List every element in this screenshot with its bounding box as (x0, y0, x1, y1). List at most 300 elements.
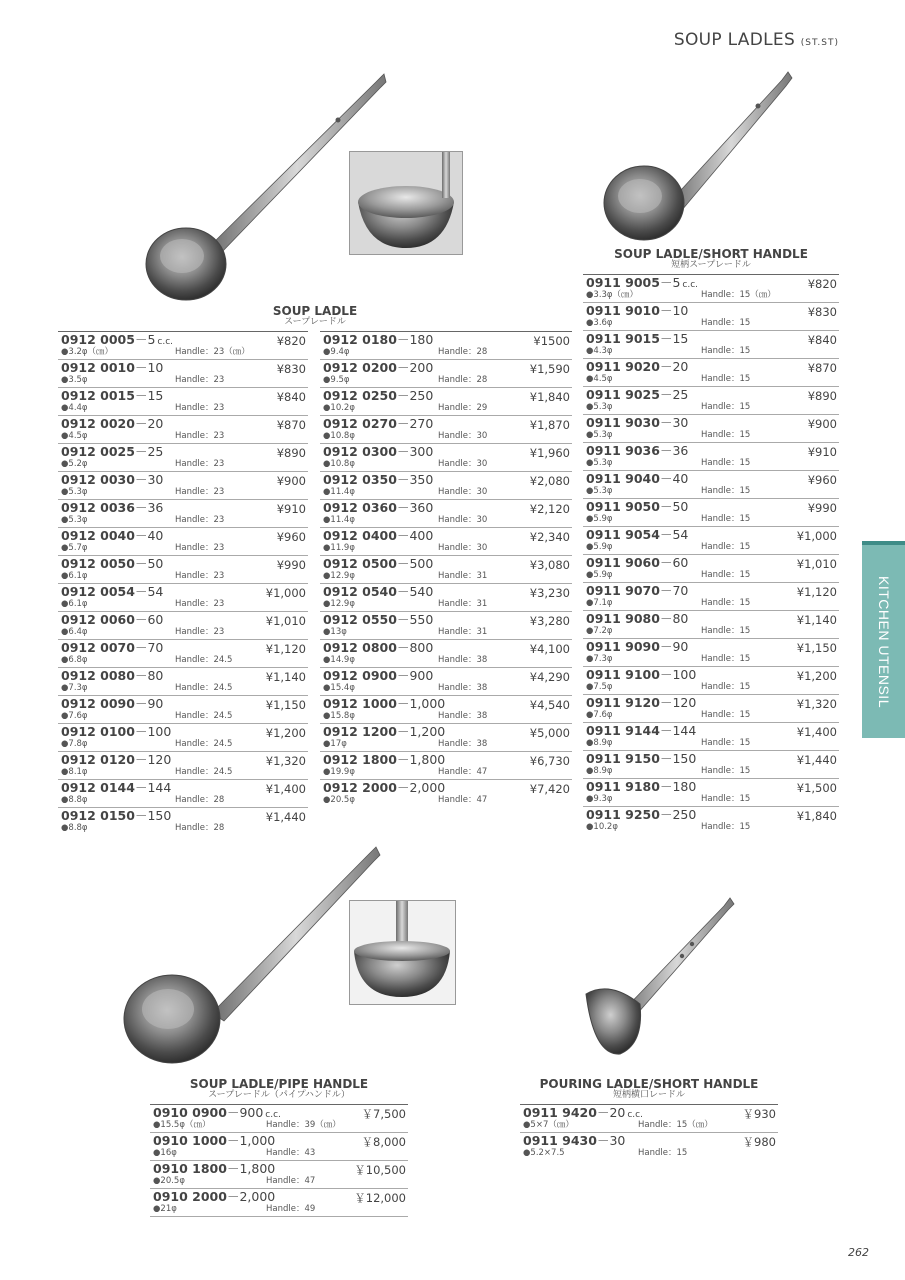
product-code (586, 360, 688, 374)
product-number: 0911 9430 (523, 1133, 597, 1148)
capacity: －120 (134, 752, 172, 767)
product-code (586, 472, 688, 486)
product-code (323, 417, 433, 431)
product-row (320, 556, 572, 584)
capacity: －1,800 (396, 752, 446, 767)
product-code (153, 1162, 275, 1176)
product-row (583, 583, 839, 611)
diameter: ●7.3φ (61, 683, 88, 693)
handle-length: Handle：15 (701, 514, 751, 524)
product-code (323, 669, 433, 683)
handle-length: Handle：31 (438, 599, 488, 609)
price: ¥840 (807, 333, 837, 347)
product-code (61, 557, 163, 571)
handle-length: Handle：30 (438, 431, 488, 441)
product-row (320, 500, 572, 528)
price: ¥1,400 (265, 782, 306, 796)
price: ¥7,420 (529, 782, 570, 796)
product-row (58, 388, 308, 416)
product-number: 0911 9060 (586, 555, 660, 570)
diameter: ●8.9φ (586, 738, 613, 748)
capacity: －10 (134, 360, 164, 375)
diameter: ●5.2×7.5 (523, 1148, 565, 1158)
handle-length: Handle：39（㎝） (266, 1120, 341, 1130)
product-code (323, 781, 445, 795)
diameter: ●10.8φ (323, 431, 355, 441)
capacity: －36 (134, 500, 164, 515)
diameter: ●8.8φ (61, 823, 88, 833)
product-row (58, 444, 308, 472)
product-row (58, 360, 308, 388)
page-title-text: SOUP LADLES (673, 30, 796, 50)
product-row (320, 388, 572, 416)
handle-length: Handle：38 (438, 739, 488, 749)
product-row (320, 696, 572, 724)
capacity: －1,200 (396, 724, 446, 739)
handle-length: Handle：28 (175, 795, 225, 805)
diameter: ●4.4φ (61, 403, 88, 413)
product-number: 0912 1800 (323, 752, 397, 767)
product-number: 0911 9144 (586, 723, 660, 738)
pouring-ladle-image (580, 894, 740, 1064)
price: ¥910 (807, 445, 837, 459)
diameter: ●4.5φ (61, 431, 88, 441)
handle-length: Handle：15（㎝） (701, 290, 776, 300)
capacity: －20 (596, 1105, 626, 1120)
capacity: －144 (134, 780, 172, 795)
pipe-handle-section-title (150, 1078, 408, 1100)
handle-length: Handle：15 (701, 570, 751, 580)
capacity: －550 (396, 612, 434, 627)
capacity: －70 (134, 640, 164, 655)
product-number: 0912 0250 (323, 388, 397, 403)
product-code (61, 697, 163, 711)
price: ¥1,000 (265, 586, 306, 600)
price: ￥12,000 (354, 1191, 406, 1205)
diameter: ●13φ (323, 627, 347, 637)
product-row (320, 752, 572, 780)
product-code (323, 361, 433, 375)
diameter: ●10.8φ (323, 459, 355, 469)
product-number: 0911 9090 (586, 639, 660, 654)
product-number: 0911 9015 (586, 331, 660, 346)
product-row (583, 275, 839, 303)
product-row (58, 640, 308, 668)
handle-length: Handle：24.5 (175, 683, 233, 693)
price: ¥830 (807, 305, 837, 319)
product-code (61, 753, 171, 767)
price: ¥3,080 (529, 558, 570, 572)
price: ¥1,400 (796, 725, 837, 739)
product-number: 0912 0500 (323, 556, 397, 571)
product-row (583, 611, 839, 639)
product-number: 0912 2000 (323, 780, 397, 795)
product-number: 0912 0054 (61, 584, 135, 599)
handle-length: Handle：15 (701, 318, 751, 328)
product-code (323, 725, 445, 739)
price: ¥1,150 (265, 698, 306, 712)
handle-length: Handle：15 (701, 346, 751, 356)
product-row (583, 639, 839, 667)
kitchen-utensil-tab-label: KITCHEN UTENSIL (875, 575, 892, 708)
product-number: 0912 0150 (61, 808, 135, 823)
handle-length: Handle：15（㎝） (638, 1120, 713, 1130)
price: ¥1,140 (796, 613, 837, 627)
section-title-jp: スープレードル (284, 317, 346, 327)
soup-ladle-section-title (230, 305, 400, 327)
handle-length: Handle：31 (438, 571, 488, 581)
product-code (153, 1190, 275, 1204)
product-code (586, 640, 688, 654)
capacity: －70 (659, 583, 689, 598)
handle-length: Handle：15 (701, 766, 751, 776)
handle-length: Handle：23 (175, 627, 225, 637)
handle-length: Handle：15 (701, 402, 751, 412)
diameter: ●5.3φ (586, 486, 613, 496)
product-row (520, 1105, 778, 1133)
capacity: －10 (659, 303, 689, 318)
product-number: 0912 0040 (61, 528, 135, 543)
product-number: 0912 0180 (323, 332, 397, 347)
product-number: 0912 1000 (323, 696, 397, 711)
pouring-table (520, 1104, 778, 1160)
diameter: ●19.9φ (323, 767, 355, 777)
diameter: ●9.5φ (323, 375, 350, 385)
product-number: 0911 9030 (586, 415, 660, 430)
price: ¥1,870 (529, 418, 570, 432)
price: ¥1,840 (796, 809, 837, 823)
price: ¥990 (807, 501, 837, 515)
diameter: ●5.3φ (586, 430, 613, 440)
capacity: －80 (134, 668, 164, 683)
product-number: 0912 0144 (61, 780, 135, 795)
price: ¥1,120 (796, 585, 837, 599)
soup-ladle-table-col1 (58, 331, 308, 835)
product-code (323, 473, 433, 487)
handle-length: Handle：38 (438, 655, 488, 665)
price: ¥1,500 (796, 781, 837, 795)
product-code (586, 584, 688, 598)
product-row (320, 332, 572, 360)
product-row (58, 556, 308, 584)
product-number: 0911 9250 (586, 807, 660, 822)
section-title-en: SOUP LADLE (272, 304, 358, 318)
product-number: 0912 0550 (323, 612, 397, 627)
product-row (58, 332, 308, 360)
product-row (58, 416, 308, 444)
product-code (586, 612, 688, 626)
product-row (58, 612, 308, 640)
diameter: ●12.9φ (323, 599, 355, 609)
product-code (523, 1134, 625, 1148)
product-code (61, 361, 163, 375)
diameter: ●6.4φ (61, 627, 88, 637)
diameter: ●9.4φ (323, 347, 350, 357)
product-code (586, 668, 696, 682)
diameter: ●7.6φ (586, 710, 613, 720)
pipe-handle-ladle-image (122, 843, 384, 1069)
price: ¥820 (807, 277, 837, 291)
capacity: －2,000 (226, 1189, 276, 1204)
product-code (61, 445, 163, 459)
product-number: 0911 9010 (586, 303, 660, 318)
price: ¥1,200 (265, 726, 306, 740)
product-number: 0911 9150 (586, 751, 660, 766)
capacity: －50 (659, 499, 689, 514)
product-number: 0911 9100 (586, 667, 660, 682)
price: ¥1,200 (796, 669, 837, 683)
capacity: －20 (659, 359, 689, 374)
capacity-unit: c.c. (682, 280, 699, 290)
price: ¥1,440 (265, 810, 306, 824)
price: ¥5,000 (529, 726, 570, 740)
product-row (583, 387, 839, 415)
price: ¥890 (276, 446, 306, 460)
kitchen-utensil-tab (862, 541, 905, 738)
product-code (61, 501, 163, 515)
capacity: －25 (134, 444, 164, 459)
price: ¥900 (276, 474, 306, 488)
diameter: ●7.8φ (61, 739, 88, 749)
product-code (323, 753, 445, 767)
section-title-jp: スープレードル（パイプハンドル） (208, 1090, 350, 1100)
diameter: ●10.2φ (586, 822, 618, 832)
diameter: ●5.3φ (586, 458, 613, 468)
product-code (61, 529, 163, 543)
diameter: ●11.9φ (323, 543, 355, 553)
diameter: ●7.2φ (586, 626, 613, 636)
capacity: －15 (659, 331, 689, 346)
price: ¥960 (807, 473, 837, 487)
handle-length: Handle：30 (438, 459, 488, 469)
capacity: －2,000 (396, 780, 446, 795)
capacity: －25 (659, 387, 689, 402)
price: ￥8,000 (361, 1135, 406, 1149)
handle-length: Handle：47 (266, 1176, 316, 1186)
product-code (61, 389, 163, 403)
product-row (320, 612, 572, 640)
product-number: 0911 9054 (586, 527, 660, 542)
price: ¥900 (807, 417, 837, 431)
capacity: －54 (134, 584, 164, 599)
product-number: 0912 0120 (61, 752, 135, 767)
price: ¥870 (276, 418, 306, 432)
product-number: 0912 1200 (323, 724, 397, 739)
product-number: 0911 9420 (523, 1105, 597, 1120)
diameter: ●20.5φ (153, 1176, 185, 1186)
capacity: －80 (659, 611, 689, 626)
diameter: ●15.8φ (323, 711, 355, 721)
product-code (586, 528, 688, 542)
product-code (586, 696, 696, 710)
handle-length: Handle：15 (701, 738, 751, 748)
handle-length: Handle：15 (638, 1148, 688, 1158)
handle-length: Handle：47 (438, 795, 488, 805)
product-row (583, 695, 839, 723)
product-row (58, 696, 308, 724)
short-handle-table (583, 274, 839, 834)
capacity: －150 (659, 751, 697, 766)
handle-length: Handle：23 (175, 459, 225, 469)
diameter: ●8.9φ (586, 766, 613, 776)
product-number: 0912 0300 (323, 444, 397, 459)
product-code (586, 724, 696, 738)
price: ¥3,280 (529, 614, 570, 628)
product-row (583, 443, 839, 471)
handle-length: Handle：28 (438, 347, 488, 357)
capacity-unit: c.c. (265, 1110, 281, 1120)
product-code (61, 417, 163, 431)
handle-length: Handle：15 (701, 794, 751, 804)
handle-length: Handle：24.5 (175, 711, 233, 721)
diameter: ●11.4φ (323, 515, 355, 525)
product-code (323, 333, 433, 347)
handle-length: Handle：30 (438, 543, 488, 553)
handle-length: Handle：24.5 (175, 739, 233, 749)
diameter: ●7.5φ (586, 682, 613, 692)
price: ¥1,840 (529, 390, 570, 404)
product-number: 0911 9036 (586, 443, 660, 458)
product-row (150, 1105, 408, 1133)
product-code (323, 641, 433, 655)
product-row (150, 1133, 408, 1161)
price: ￥7,500 (361, 1107, 406, 1121)
diameter: ●3.5φ (61, 375, 88, 385)
price: ￥10,500 (354, 1163, 406, 1177)
product-row (150, 1161, 408, 1189)
product-row (58, 808, 308, 835)
product-code (61, 669, 163, 683)
product-row (58, 528, 308, 556)
product-row (58, 724, 308, 752)
diameter: ●16φ (153, 1148, 177, 1158)
price: ￥930 (742, 1107, 776, 1121)
product-row (320, 724, 572, 752)
diameter: ●3.3φ（㎝） (586, 290, 639, 300)
handle-length: Handle：30 (438, 515, 488, 525)
price: ¥990 (276, 558, 306, 572)
product-number: 0912 0270 (323, 416, 397, 431)
capacity: －36 (659, 443, 689, 458)
product-row (58, 500, 308, 528)
capacity: －400 (396, 528, 434, 543)
handle-length: Handle：47 (438, 767, 488, 777)
capacity: －120 (659, 695, 697, 710)
price: ¥6,730 (529, 754, 570, 768)
capacity: －1,000 (226, 1133, 276, 1148)
handle-length: Handle：15 (701, 486, 751, 496)
page-title-subtitle: (ST.ST) (800, 38, 839, 48)
handle-length: Handle：38 (438, 683, 488, 693)
capacity: －200 (396, 360, 434, 375)
product-number: 0910 1000 (153, 1133, 227, 1148)
price: ¥1,320 (265, 754, 306, 768)
product-number: 0911 9180 (586, 779, 660, 794)
product-number: 0911 9025 (586, 387, 660, 402)
handle-length: Handle：15 (701, 626, 751, 636)
product-number: 0912 0100 (61, 724, 135, 739)
price: ¥1,150 (796, 641, 837, 655)
price: ¥1,010 (265, 614, 306, 628)
product-code (586, 388, 688, 402)
diameter: ●5.7φ (61, 543, 88, 553)
product-row (320, 584, 572, 612)
product-row (583, 415, 839, 443)
product-code (61, 585, 163, 599)
soup-ladle-table-col2 (320, 331, 572, 807)
product-number: 0912 0400 (323, 528, 397, 543)
product-number: 0912 0025 (61, 444, 135, 459)
product-code (61, 725, 171, 739)
product-row (58, 472, 308, 500)
handle-length: Handle：23 (175, 515, 225, 525)
section-title-en: SOUP LADLE/PIPE HANDLE (189, 1077, 369, 1091)
capacity: －60 (659, 555, 689, 570)
product-row (58, 668, 308, 696)
handle-length: Handle：43 (266, 1148, 316, 1158)
handle-length: Handle：15 (701, 598, 751, 608)
price: ¥2,340 (529, 530, 570, 544)
handle-length: Handle：23 (175, 543, 225, 553)
capacity: －180 (659, 779, 697, 794)
diameter: ●15.5φ（㎝） (153, 1120, 211, 1130)
diameter: ●21φ (153, 1204, 177, 1214)
handle-length: Handle：28 (175, 823, 225, 833)
diameter: ●5.9φ (586, 514, 613, 524)
product-number: 0912 0900 (323, 668, 397, 683)
diameter: ●6.1φ (61, 599, 88, 609)
product-row (583, 303, 839, 331)
product-row (583, 723, 839, 751)
product-number: 0910 0900 (153, 1105, 227, 1120)
price: ¥960 (276, 530, 306, 544)
price: ¥1,120 (265, 642, 306, 656)
product-code (586, 416, 688, 430)
handle-length: Handle：23 (175, 571, 225, 581)
capacity: －300 (396, 444, 434, 459)
capacity: －40 (659, 471, 689, 486)
product-row (583, 555, 839, 583)
price: ¥4,540 (529, 698, 570, 712)
capacity: －1,800 (226, 1161, 276, 1176)
product-row (320, 668, 572, 696)
product-code (586, 780, 696, 794)
diameter: ●5.9φ (586, 542, 613, 552)
price: ¥1,140 (265, 670, 306, 684)
handle-length: Handle：24.5 (175, 655, 233, 665)
capacity: －144 (659, 723, 697, 738)
product-row (583, 331, 839, 359)
product-row (320, 640, 572, 668)
diameter: ●4.5φ (586, 374, 613, 384)
product-row (583, 807, 839, 834)
price: ¥1,440 (796, 753, 837, 767)
price: ¥1,010 (796, 557, 837, 571)
capacity: －5 (659, 275, 681, 290)
handle-length: Handle：49 (266, 1204, 316, 1214)
product-code (586, 556, 688, 570)
product-row (320, 528, 572, 556)
diameter: ●12.9φ (323, 571, 355, 581)
handle-length: Handle：38 (438, 711, 488, 721)
capacity: －900 (396, 668, 434, 683)
product-number: 0911 9050 (586, 499, 660, 514)
product-number: 0911 9020 (586, 359, 660, 374)
handle-length: Handle：15 (701, 710, 751, 720)
product-number: 0912 0036 (61, 500, 135, 515)
capacity: －900 (226, 1105, 264, 1120)
product-row (583, 499, 839, 527)
